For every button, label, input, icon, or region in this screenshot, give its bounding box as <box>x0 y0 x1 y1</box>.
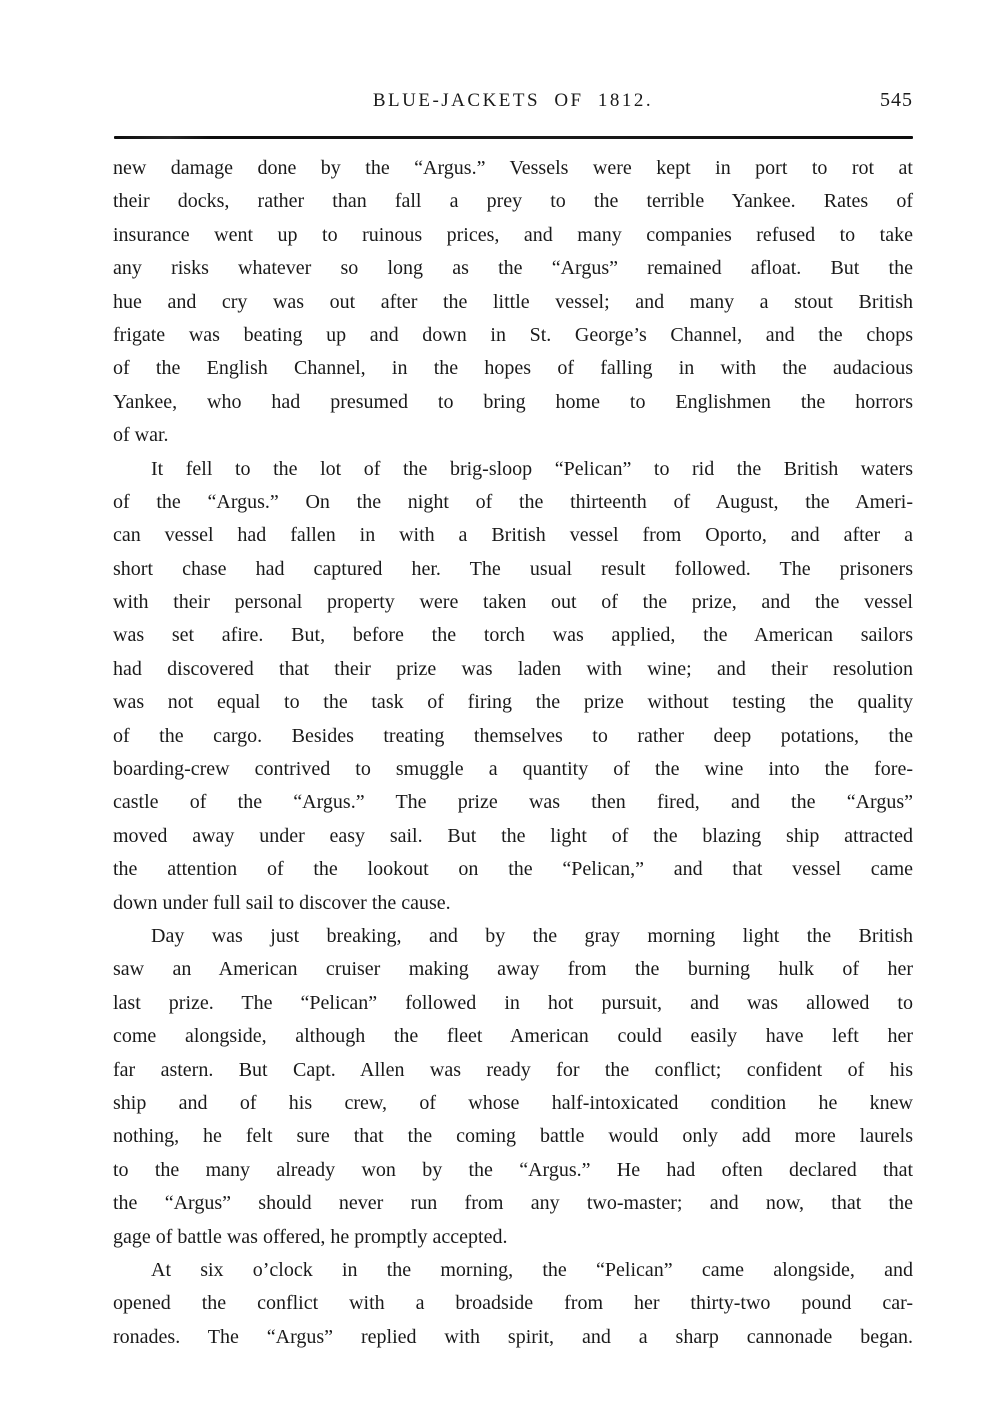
text-line: with their personal property were taken out of the prize, and the vessel <box>113 591 913 614</box>
text-line: opened the conflict with a broadside from her thirty-two pound car- <box>113 1292 913 1315</box>
text-line: ship and of his crew, of whose half-intoxicated condition he knew <box>113 1091 913 1114</box>
text-line: moved away under easy sail. But the light of the blazing ship attracted <box>113 824 913 847</box>
paragraph <box>113 920 913 1254</box>
paragraph <box>113 453 913 920</box>
text-line: insurance went up to ruinous prices, and many companies refused to take <box>113 223 913 246</box>
text-line: short chase had captured her. The usual result followed. The prisoners <box>113 557 913 580</box>
text-line: their docks, rather than fall a prey to the terrible Yankee. Rates of <box>113 190 913 213</box>
text-line: boarding-crew contrived to smuggle a quantity of the wine into the fore- <box>113 758 913 781</box>
text-line: castle of the “Argus.” The prize was then fired, and the “Argus” <box>113 791 913 814</box>
text-line: far astern. But Capt. Allen was ready for the conflict; confident of his <box>113 1058 913 1081</box>
paragraph <box>113 1254 913 1354</box>
text-line: hue and cry was out after the little vessel; and many a stout British <box>113 290 913 313</box>
text-line: any risks whatever so long as the “Argus” remained afloat. But the <box>113 257 913 280</box>
header-rule <box>114 136 913 139</box>
text-line: of war. <box>113 424 169 447</box>
text-line: down under full sail to discover the cause. <box>113 891 451 914</box>
text-line: gage of battle was offered, he promptly accepted. <box>113 1225 508 1248</box>
text-line: the attention of the lookout on the “Pelican,” and that vessel came <box>113 858 913 881</box>
page-header <box>113 90 913 120</box>
text-line: had discovered that their prize was laden with wine; and their resolution <box>113 657 913 680</box>
text-line: new damage done by the “Argus.” Vessels were kept in port to rot at <box>113 157 913 179</box>
text-line: Yankee, who had presumed to bring home to Englishmen the horrors <box>113 390 913 413</box>
text-line: the “Argus” should never run from any two-master; and now, that the <box>113 1192 913 1215</box>
page-body <box>113 152 913 1354</box>
text-line: ronades. The “Argus” replied with spirit, and a sharp cannonade began. <box>113 1325 913 1348</box>
text-line: Day was just breaking, and by the gray morning light the British <box>151 924 913 947</box>
text-line: saw an American cruiser making away from the burning hulk of her <box>113 958 913 981</box>
text-line: can vessel had fallen in with a British vessel from Oporto, and after a <box>113 524 913 547</box>
text-line: was not equal to the task of firing the prize without testing the quality <box>113 691 913 714</box>
page-number: 545 <box>880 89 913 111</box>
running-title: BLUE-JACKETS OF 1812. <box>372 90 654 111</box>
text-line: It fell to the lot of the brig-sloop “Pelican” to rid the British waters <box>151 457 913 480</box>
text-line: to the many already won by the “Argus.” He had often declared that <box>113 1158 913 1181</box>
text-line: nothing, he felt sure that the coming battle would only add more laurels <box>113 1125 913 1148</box>
text-line: last prize. The “Pelican” followed in hot pursuit, and was allowed to <box>113 991 913 1014</box>
paragraph <box>113 152 913 453</box>
text-line: At six o’clock in the morning, the “Pelican” came alongside, and <box>151 1258 913 1281</box>
text-line: of the “Argus.” On the night of the thirteenth of August, the Ameri- <box>113 490 913 513</box>
text-line: of the English Channel, in the hopes of falling in with the audacious <box>113 357 913 380</box>
text-line: come alongside, although the fleet American could easily have left her <box>113 1025 913 1048</box>
text-line: was set afire. But, before the torch was applied, the American sailors <box>113 624 913 647</box>
text-line: of the cargo. Besides treating themselves to rather deep potations, the <box>113 724 913 747</box>
text-line: frigate was beating up and down in St. George’s Channel, and the chops <box>113 323 913 346</box>
